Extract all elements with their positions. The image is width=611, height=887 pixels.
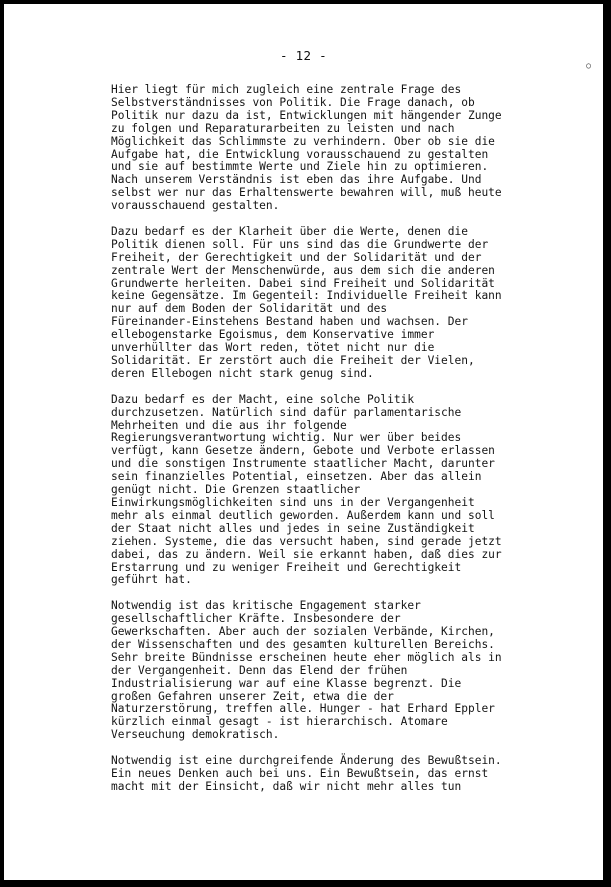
text-line: Regierungsverantwortung wichtig. Nur wer über beides [111,431,462,445]
body-text [111,84,581,807]
text-line: Ein neues Denken auch bei uns. Ein Bewußtsein, das ernst [111,766,489,780]
text-line: Dazu bedarf es der Klarheit über die Werte, denen die [111,224,468,238]
text-line: Notwendig ist eine durchgreifende Änderung des Bewußtsein. [111,754,502,768]
text-line: ziehen. Systeme, die das versucht haben, sind gerade jetzt [111,534,502,548]
text-line: zentrale Wert der Menschenwürde, aus dem sich die anderen [111,263,495,277]
text-line: Dazu bedarf es der Macht, eine solche Politik [111,392,415,406]
paragraph [111,84,581,213]
text-line: Politik dienen soll. Für uns sind das die Grundwerte der [111,237,489,251]
text-line: Hier liegt für mich zugleich eine zentrale Frage des [111,83,462,96]
text-line: Erstarrung und zu weniger Freiheit und Gerechtigkeit [111,560,462,574]
text-line: Einwirkungsmöglichkeiten sind uns in der Vergangenheit [111,495,475,509]
text-line: Verseuchung demokratisch. [111,728,280,742]
text-line: und die sonstigen Instrumente staatlicher Macht, darunter [111,457,495,471]
text-line: mehr als einmal deutlich geworden. Außerdem kann und soll [111,508,495,522]
paragraph [111,394,581,588]
text-line: großen Gefahren unserer Zeit, etwa die der [111,689,394,703]
text-line: Solidarität. Er zerstört auch die Freiheit der Vielen, [111,354,475,368]
text-line: der Staat nicht alles und jedes in seine Zuständigkeit [111,521,475,535]
text-line: unverhüllter das Wort reden, tötet nicht nur die [111,341,435,355]
text-line: Industrialisierung war auf eine Klasse begrenzt. Die [111,676,462,690]
text-line: Füreinander-Einstehens Bestand haben und wachsen. Der [111,315,468,329]
text-line: dabei, das zu ändern. Weil sie erkannt haben, daß dies zur [111,547,502,561]
paragraph [111,755,581,794]
text-line: und sie auf bestimmte Werte und Ziele hin zu optimieren. [111,160,489,174]
text-line: der Vergangenheit. Denn das Elend der frühen [111,663,408,677]
text-line: Gewerkschaften. Aber auch der sozialen Verbände, Kirchen, [111,625,495,639]
text-line: Freiheit, der Gerechtigkeit und der Solidarität und der [111,250,482,264]
text-line: keine Gegensätze. Im Gegenteil: Individuelle Freiheit kann [111,289,502,303]
text-line: nur auf dem Boden der Solidarität und des [111,302,388,316]
text-line: Möglichkeit das Schlimmste zu verhindern. Ober ob sie die [111,134,495,148]
document-page [4,4,603,880]
text-line: macht mit der Einsicht, daß wir nicht mehr alles tun [111,779,462,793]
text-line: selbst wer nur das Erhaltenswerte bewahren will, muß heute [111,186,502,200]
text-line: Notwendig ist das kritische Engagement starker [111,599,421,613]
text-line: Nach unserem Verständnis ist eben das ihre Aufgabe. Und [111,173,482,187]
text-line: Naturzerstörung, treffen alle. Hunger - hat Erhard Eppler [111,702,495,716]
text-line: Aufgabe hat, die Entwicklung vorausschauend zu gestalten [111,147,489,161]
paragraph [111,226,581,381]
text-line: gesellschaftlicher Kräfte. Insbesondere der [111,612,401,626]
page-number: - 12 - [280,48,327,63]
text-line: Selbstverständnisses von Politik. Die Frage danach, ob [111,95,475,109]
paragraph [111,600,581,742]
text-line: geführt hat. [111,573,192,587]
text-line: durchzusetzen. Natürlich sind dafür parlamentarische [111,405,462,419]
text-line: zu folgen und Reparaturarbeiten zu leisten und nach [111,121,455,135]
text-line: verfügt, kann Gesetze ändern, Gebote und Verbote erlassen [111,444,495,458]
text-line: Mehrheiten und die aus ihr folgende [111,418,347,432]
text-line: Politik nur dazu da ist, Entwicklungen mit hängender Zunge [111,108,502,122]
text-line: kürzlich einmal gesagt - ist hierarchisch. Atomare [111,715,448,729]
text-line: vorausschauend gestalten. [111,199,280,213]
text-line: sein finanzielles Potential, einsetzen. Aber das allein [111,470,482,484]
text-line: genügt nicht. Die Grenzen staatlicher [111,483,361,497]
text-line: deren Ellebogen nicht stark genug sind. [111,366,374,380]
text-line: Sehr breite Bündnisse erscheinen heute eher möglich als in [111,650,502,664]
corner-mark: ○ [586,61,591,70]
text-line: der Wissenschaften und des gesamten kulturellen Bereichs. [111,637,495,651]
text-line: ellebogenstarke Egoismus, dem Konservative immer [111,328,435,342]
text-line: Grundwerte herleiten. Dabei sind Freiheit und Solidarität [111,276,495,290]
